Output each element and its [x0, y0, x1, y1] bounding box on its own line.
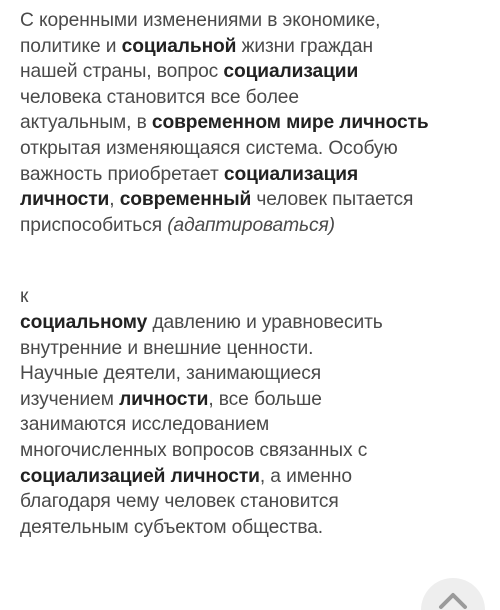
text: человек пытается	[251, 189, 414, 211]
text: давлению и уравновесить	[147, 311, 383, 333]
bold-term: современном мире личность	[151, 112, 429, 134]
text-line	[20, 284, 498, 310]
chevron-up-icon	[438, 590, 468, 610]
paragraph-1	[20, 8, 498, 238]
text: изучением	[20, 388, 120, 410]
text-line	[20, 34, 498, 60]
text: , все больше	[208, 388, 322, 410]
bold-term: личности	[119, 388, 209, 410]
text: человека становится все более	[20, 86, 299, 108]
italic-term: (адаптироваться)	[167, 214, 335, 236]
paragraph-gap	[20, 238, 498, 284]
article-text	[20, 8, 498, 540]
text-line	[20, 213, 498, 239]
text: внутренние и внешние ценности.	[20, 337, 314, 359]
text: Научные деятели, занимающиеся	[20, 363, 322, 385]
text-line	[20, 59, 498, 85]
bold-term: личности	[20, 189, 110, 211]
bold-term: социальной	[121, 35, 237, 57]
text: многочисленных вопросов связанных с	[20, 439, 368, 461]
text: актуальным, в	[20, 112, 152, 134]
text-line	[20, 187, 498, 213]
text-line	[20, 8, 498, 34]
text-line	[20, 136, 498, 162]
bold-term: социализация	[223, 163, 359, 185]
bold-term: социализацией личности	[20, 465, 260, 487]
text-line	[20, 387, 498, 413]
text: политике и	[20, 35, 122, 57]
text-line	[20, 162, 498, 188]
text: открытая изменяющаяся система. Особую	[20, 137, 398, 159]
text: к	[20, 286, 29, 308]
text-line	[20, 110, 498, 136]
bold-term: социальному	[20, 311, 148, 333]
text-line	[20, 361, 498, 387]
text: приспособиться	[20, 214, 168, 236]
text: ,	[109, 189, 120, 211]
text: , а именно	[259, 465, 352, 487]
text: жизни граждан	[236, 35, 373, 57]
text-line	[20, 438, 498, 464]
text-line	[20, 412, 498, 438]
text: С коренными изменениями в экономике,	[20, 10, 381, 31]
text: благодаря чему человек становится	[20, 491, 339, 513]
text-line	[20, 336, 498, 362]
text-line	[20, 464, 498, 490]
bold-term: современный	[119, 189, 252, 211]
text-line	[20, 310, 498, 336]
paragraph-2	[20, 284, 498, 540]
text-line	[20, 515, 498, 541]
scroll-to-top-button[interactable]	[421, 578, 485, 610]
text-line	[20, 489, 498, 515]
text: деятельным субъектом общества.	[20, 516, 324, 538]
bold-term: социализации	[223, 61, 359, 83]
text: нашей страны, вопрос	[20, 61, 224, 83]
text: занимаются исследованием	[20, 414, 270, 436]
text: важность приобретает	[20, 163, 224, 185]
text-line	[20, 85, 498, 111]
